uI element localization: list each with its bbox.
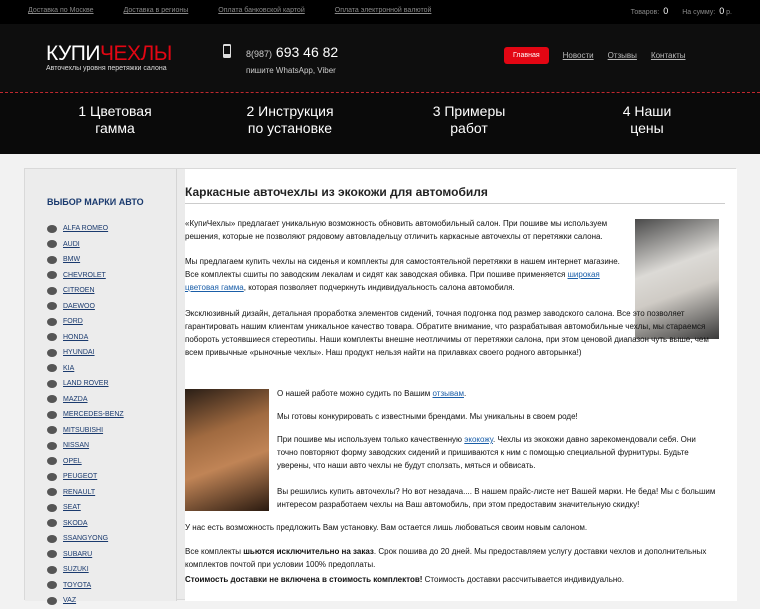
brand-item[interactable] bbox=[47, 562, 124, 578]
brand-link[interactable]: MITSUBISHI bbox=[63, 426, 104, 434]
brand-logo-icon bbox=[47, 380, 57, 388]
brand-link[interactable]: HONDA bbox=[63, 333, 89, 341]
paragraph-compete: Мы готовы конкурировать с известными брендами. Мы уникальны в своем роде! bbox=[277, 412, 578, 421]
brand-logo-icon bbox=[47, 426, 57, 434]
brand-item[interactable] bbox=[47, 438, 124, 454]
header bbox=[0, 24, 760, 92]
brand-link[interactable]: SUZUKI bbox=[63, 566, 89, 574]
brand-logo-icon bbox=[47, 597, 57, 605]
link-region-delivery[interactable]: Доставка в регионы bbox=[123, 7, 189, 14]
step-color-range[interactable]: 1 Цветовая гамма bbox=[78, 103, 152, 136]
brand-link[interactable]: FORD bbox=[63, 318, 83, 326]
brand-logo-icon bbox=[47, 519, 57, 527]
brand-link[interactable]: RENAULT bbox=[63, 488, 96, 496]
nav-contacts[interactable]: Контакты bbox=[650, 51, 686, 60]
main-nav bbox=[504, 47, 686, 64]
main-content bbox=[185, 169, 737, 601]
brand-link[interactable]: BMW bbox=[63, 256, 81, 264]
brand-logo-icon bbox=[47, 442, 57, 450]
brand-link[interactable]: OPEL bbox=[63, 457, 82, 465]
brand-link[interactable]: SEAT bbox=[63, 504, 81, 512]
brand-logo-icon bbox=[47, 504, 57, 512]
link-ecoleather[interactable]: экокожу bbox=[464, 435, 493, 444]
brand-link[interactable]: DAEWOO bbox=[63, 302, 95, 310]
link-color-range[interactable]: широкая цветовая гамма bbox=[185, 270, 600, 292]
link-moscow-delivery[interactable]: Доставка по Москве bbox=[28, 7, 94, 14]
phone-note: пишите WhatsApp, Viber bbox=[246, 66, 336, 75]
paragraph-material: При пошиве мы используем только качественную экокожу. Чехлы из экокожи давно зарекомендовали себя. Они точно повторяют форму заводских сидений и пришиваются к ним с помощью специальной фурнитуры. Будьте уверены, что наши авто чехлы не будут сползать, мяться и обвисать. bbox=[277, 435, 696, 470]
brand-logo-icon bbox=[47, 225, 57, 233]
link-card-payment[interactable]: Оплата банковской картой bbox=[218, 7, 305, 14]
brand-logo-icon bbox=[47, 333, 57, 341]
brand-link[interactable]: KIA bbox=[63, 364, 75, 372]
brand-item[interactable] bbox=[47, 268, 124, 284]
brand-item[interactable] bbox=[47, 237, 124, 253]
paragraph-installation: У нас есть возможность предложить Вам установку. Вам остается лишь любоваться своим новым салоном. bbox=[185, 523, 588, 532]
paragraph-delivery-cost: Стоимость доставки не включена в стоимость комплектов! Стоимость доставки рассчитывается индивидуально. bbox=[185, 575, 624, 584]
brand-link[interactable]: CHEVROLET bbox=[63, 271, 106, 279]
brand-item[interactable] bbox=[47, 361, 124, 377]
brand-logo-icon bbox=[47, 535, 57, 543]
brand-link[interactable]: ALFA ROMEO bbox=[63, 225, 109, 233]
top-links bbox=[28, 7, 461, 14]
brand-item[interactable] bbox=[47, 454, 124, 470]
brand-link[interactable]: MAZDA bbox=[63, 395, 88, 403]
brand-item[interactable] bbox=[47, 283, 124, 299]
site-logo[interactable]: КУПИЧЕХЛЫ bbox=[46, 42, 172, 65]
brand-logo-icon bbox=[47, 240, 57, 248]
content-wrapper bbox=[24, 168, 736, 605]
brand-logo-icon bbox=[47, 488, 57, 496]
cart-info[interactable] bbox=[631, 6, 732, 16]
brand-item[interactable] bbox=[47, 299, 124, 315]
nav-reviews[interactable]: Отзывы bbox=[607, 51, 637, 60]
seat-photo-brown bbox=[185, 389, 269, 511]
steps-bar bbox=[0, 92, 760, 154]
brand-link[interactable]: CITROEN bbox=[63, 287, 95, 295]
brand-item[interactable] bbox=[47, 314, 124, 330]
nav-news[interactable]: Новости bbox=[562, 51, 594, 60]
paragraph-intro: «КупиЧехлы» предлагает уникальную возможность обновить автомобильный салон. При пошиве мы используем решения, которые не позволяют рядовому автовладельцу отличить каркасные авточехлы от перетяжки салона. bbox=[185, 219, 608, 241]
sidebar-title: ВЫБОР МАРКИ АВТО bbox=[47, 197, 144, 207]
brand-logo-icon bbox=[47, 566, 57, 574]
brand-link[interactable]: SSANGYONG bbox=[63, 535, 109, 543]
brand-logo-icon bbox=[47, 581, 57, 589]
brand-item[interactable] bbox=[47, 252, 124, 268]
brand-logo-icon bbox=[47, 364, 57, 372]
phone-icon bbox=[222, 44, 232, 58]
brand-item[interactable] bbox=[47, 485, 124, 501]
brand-link[interactable]: LAND ROVER bbox=[63, 380, 109, 388]
brand-link[interactable]: NISSAN bbox=[63, 442, 90, 450]
brand-link[interactable]: AUDI bbox=[63, 240, 80, 248]
brand-logo-icon bbox=[47, 318, 57, 326]
brand-item[interactable] bbox=[47, 531, 124, 547]
brand-item[interactable] bbox=[47, 500, 124, 516]
brand-item[interactable] bbox=[47, 469, 124, 485]
paragraph-offer: Мы предлагаем купить чехлы на сиденья и комплекты для самостоятельной перетяжки в нашем интернет магазине. Все комплекты сшиты по заводским лекалам и сидят как заводская обивка. При пошиве применяется широкая цветовая гамма, которая позволяет подчеркнуть индивидуальность салона автомобиля. bbox=[185, 257, 620, 292]
tagline: Авточехлы уровня перетяжки салона bbox=[46, 65, 167, 72]
brand-link[interactable]: SKODA bbox=[63, 519, 88, 527]
brand-logo-icon bbox=[47, 302, 57, 310]
cart-goods: Товаров: 0 bbox=[630, 6, 669, 16]
brand-link[interactable]: VAZ bbox=[63, 597, 77, 605]
brand-item[interactable] bbox=[47, 330, 124, 346]
brand-logo-icon bbox=[47, 473, 57, 481]
paragraph-reviews: О нашей работе можно судить по Вашим отзывам. bbox=[277, 389, 467, 398]
paragraph-order: Все комплекты шьются исключительно на заказ. Срок пошива до 20 дней. Мы предоставляем услугу доставки чехлов и дополнительных комплектов почтой при условии 100% предоплаты. bbox=[185, 547, 707, 569]
brand-link[interactable]: HYUNDAI bbox=[63, 349, 95, 357]
step-installation[interactable]: 2 Инструкция по установке bbox=[246, 103, 334, 136]
brand-item[interactable] bbox=[47, 593, 124, 609]
paragraph-design: Эксклюзивный дизайн, детальная проработка элементов сидений, точная подгонка под размер заводского салона. Все это позволяет гарантировать нашим клиентам уникальное качество товара. Обратите внимание, что разрабатывая автомобильные чехлы, мы стараемся побороть устоявшиеся стереотипы. Наши комплекты внешне неотличимы от перетяжки салона, при этом ценовой диапазон чуть выше, чем всем привычные «рыночные чехлы». Наш продукт нельзя найти на прилавках своего родного авторынка!) bbox=[185, 309, 709, 357]
brand-link[interactable]: PEUGEOT bbox=[63, 473, 98, 481]
top-bar bbox=[0, 0, 760, 24]
brand-logo-icon bbox=[47, 256, 57, 264]
step-examples[interactable]: 3 Примеры работ bbox=[432, 103, 506, 136]
step-prices[interactable]: 4 Наши цены bbox=[622, 103, 672, 136]
cart-sum: На сумму: 0 р. bbox=[682, 6, 732, 16]
brand-item[interactable] bbox=[47, 547, 124, 563]
brand-logo-icon bbox=[47, 395, 57, 403]
phone-number[interactable]: 8(987) 693 46 82 bbox=[246, 44, 339, 60]
brand-item[interactable] bbox=[47, 578, 124, 594]
brand-link[interactable]: MERCEDES-BENZ bbox=[63, 411, 124, 419]
brand-logo-icon bbox=[47, 550, 57, 558]
brand-item[interactable] bbox=[47, 221, 124, 237]
brand-item[interactable] bbox=[47, 423, 124, 439]
link-ecurrency-payment[interactable]: Оплата электронной валютой bbox=[334, 7, 432, 14]
sidebar bbox=[25, 169, 177, 605]
brand-item[interactable] bbox=[47, 376, 124, 392]
brand-item[interactable] bbox=[47, 392, 124, 408]
paragraph-custom: Вы решились купить авточехлы? Но вот незадача.... В нашем прайс-листе нет Вашей марки. Не беда! Мы с большим интересом разработаем чехлы на Ваш автомобиль, при этом предоставим значительную скидку! bbox=[277, 487, 716, 509]
brand-logo-icon bbox=[47, 287, 57, 295]
brand-item[interactable] bbox=[47, 345, 124, 361]
brand-logo-icon bbox=[47, 411, 57, 419]
brand-link[interactable]: TOYOTA bbox=[63, 581, 92, 589]
nav-home[interactable]: Главная bbox=[504, 47, 549, 64]
brand-item[interactable] bbox=[47, 407, 124, 423]
brand-link[interactable]: SUBARU bbox=[63, 550, 93, 558]
brand-logo-icon bbox=[47, 271, 57, 279]
page-title: Каркасные авточехлы из экокожи для автомобиля bbox=[185, 185, 488, 199]
brand-logo-icon bbox=[47, 349, 57, 357]
title-divider bbox=[185, 203, 725, 204]
link-reviews[interactable]: отзывам bbox=[432, 389, 464, 398]
brand-item[interactable] bbox=[47, 516, 124, 532]
brand-list bbox=[47, 221, 124, 609]
brand-logo-icon bbox=[47, 457, 57, 465]
